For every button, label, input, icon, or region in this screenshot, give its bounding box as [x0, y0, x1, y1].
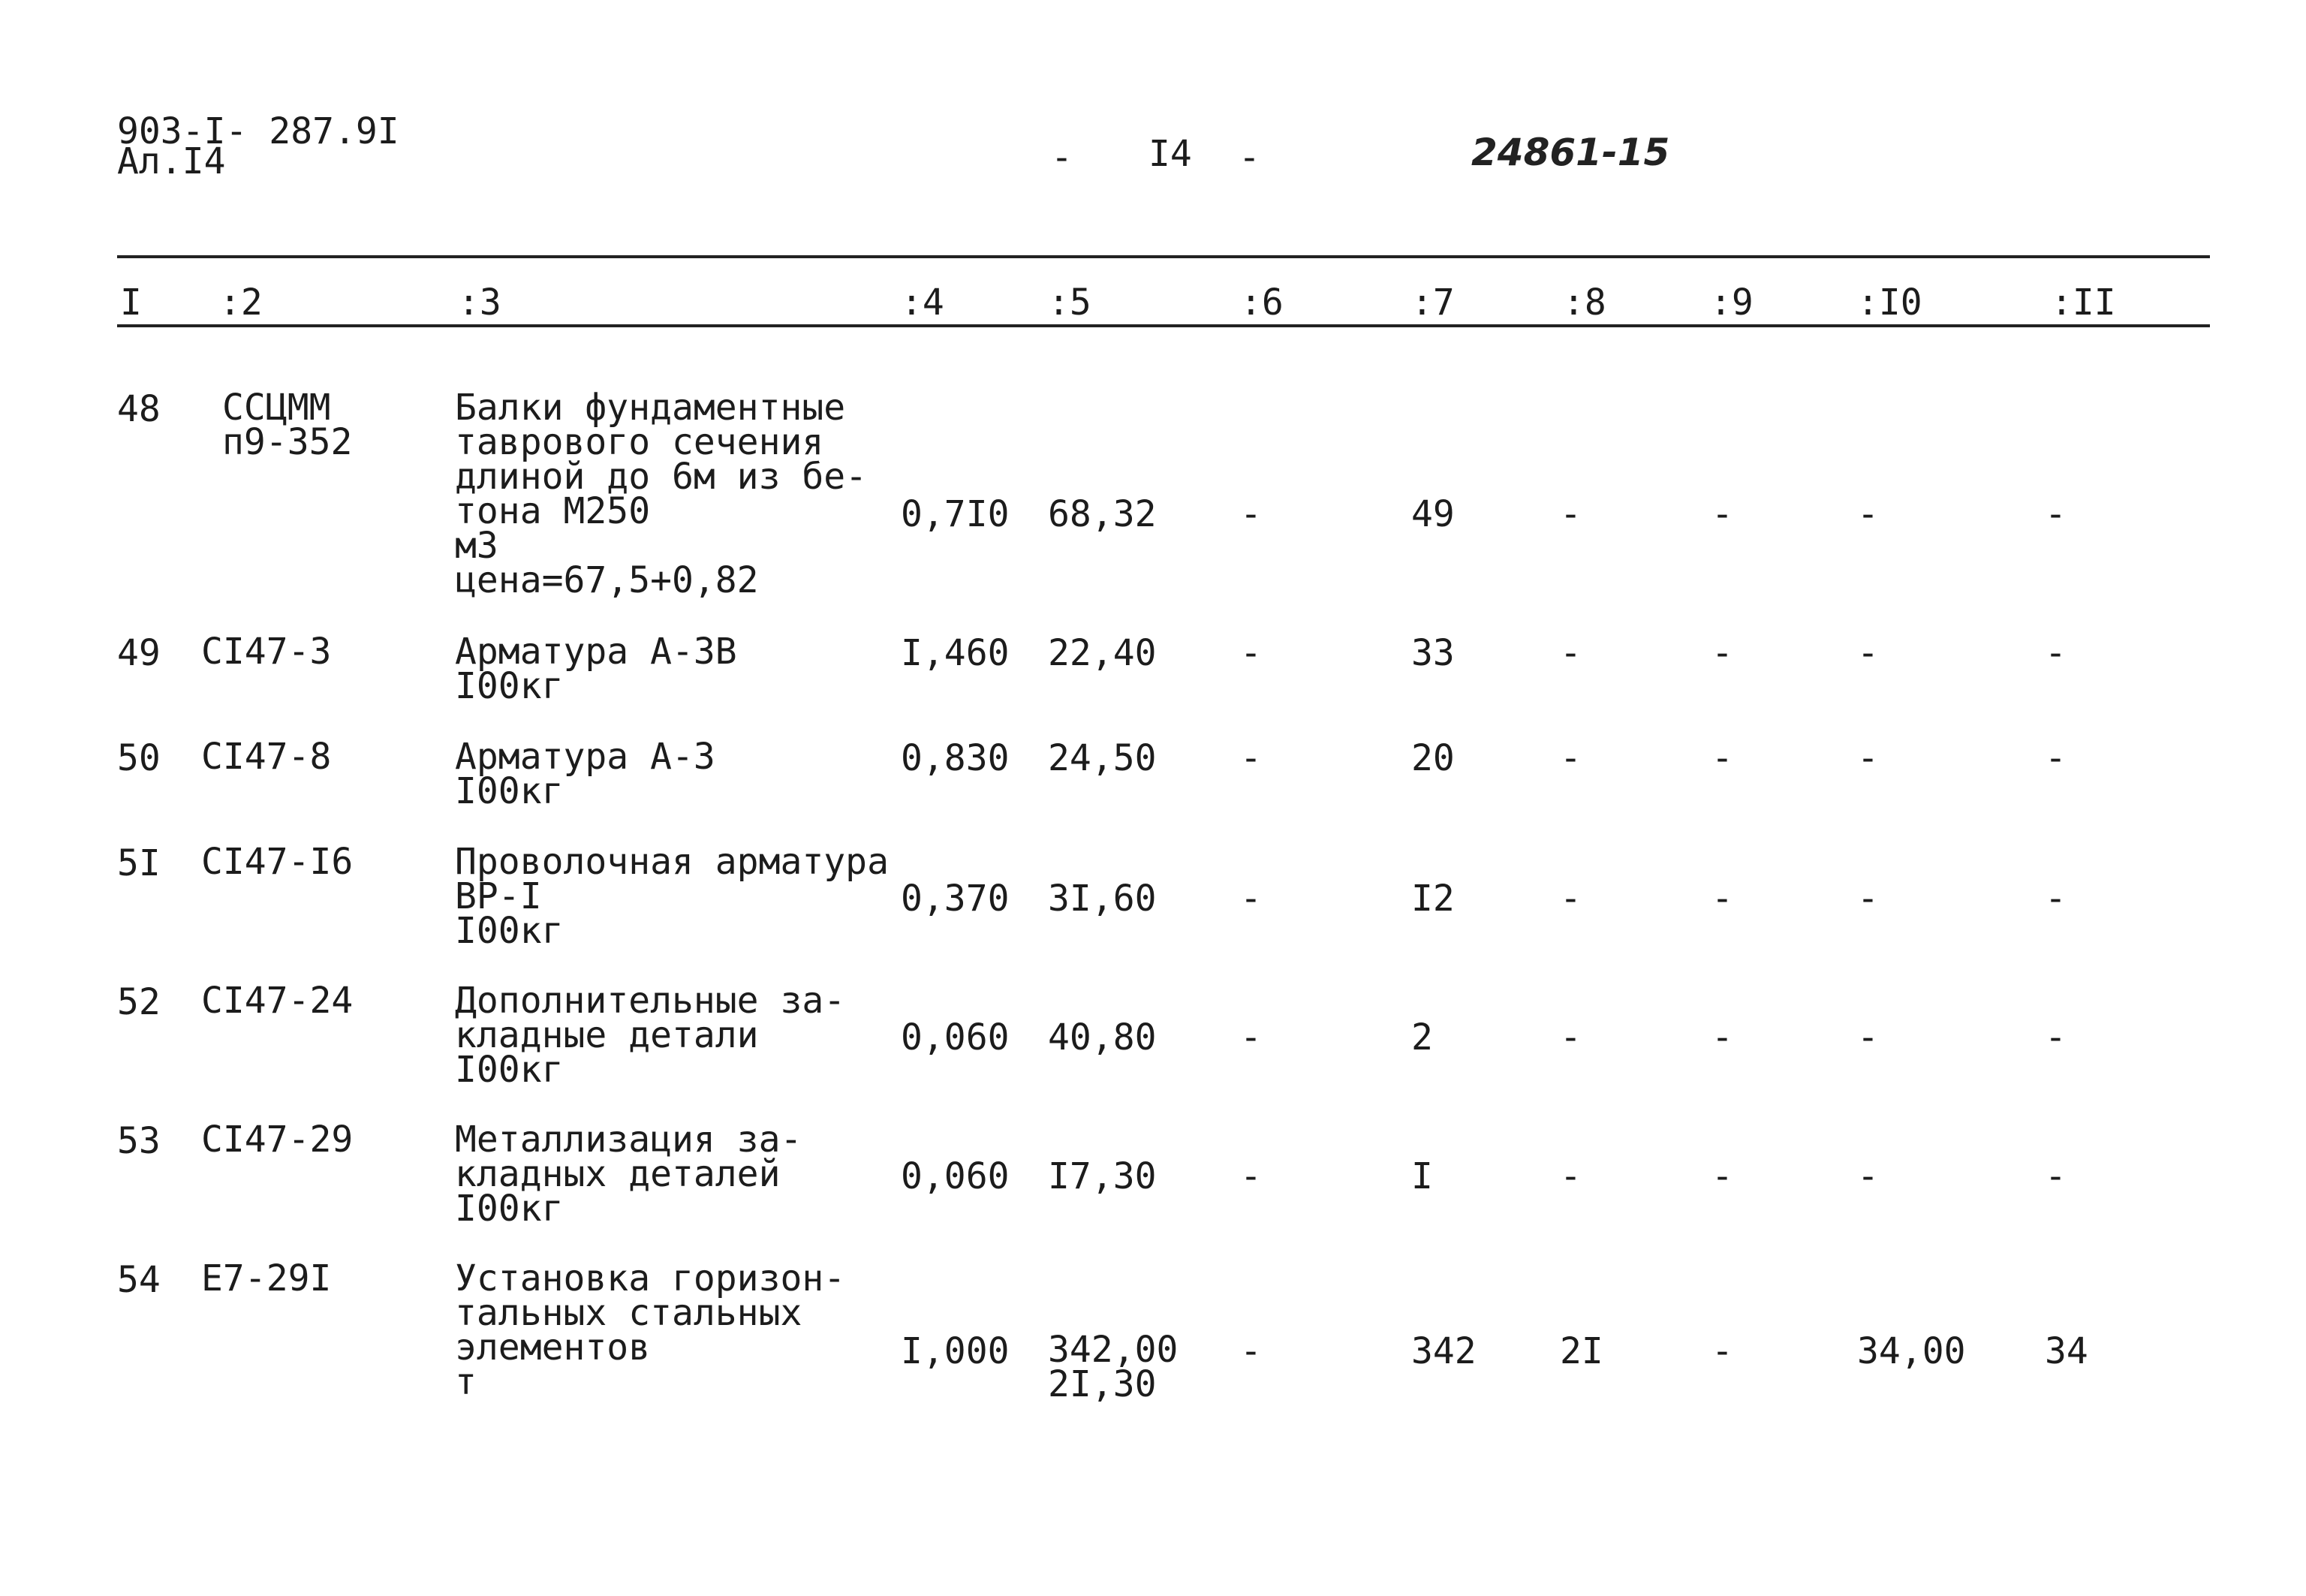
row-number: 5I: [117, 842, 161, 884]
work-description: Арматура А-3В I00кг: [455, 631, 737, 707]
unit-cost: 68,32: [1048, 493, 1157, 535]
column-header: :6: [1240, 282, 1284, 324]
value-col8: -: [1560, 632, 1582, 674]
unit-cost: 24,50: [1048, 737, 1157, 779]
column-header: :9: [1710, 282, 1754, 324]
total-cost: 20: [1411, 737, 1455, 779]
norm-code: ССЦММ п9-352: [222, 387, 353, 463]
unit-cost: I7,30: [1048, 1155, 1157, 1197]
column-header: :II: [2051, 282, 2116, 324]
quantity: 0,060: [901, 1155, 1010, 1197]
work-description: Установка горизон- тальных стальных элементов т: [455, 1257, 846, 1403]
value-col9: -: [1711, 1016, 1733, 1058]
work-description: Дополнительные за- кладные детали I00кг: [455, 980, 846, 1091]
column-header: :7: [1411, 282, 1455, 324]
value-col11: 34: [2045, 1330, 2088, 1372]
quantity: 0,060: [901, 1016, 1010, 1058]
column-header: :5: [1048, 282, 1091, 324]
value-col9: -: [1711, 737, 1733, 779]
quantity: 0,370: [901, 878, 1010, 920]
work-description: Металлизация за- кладных деталей I00кг: [455, 1119, 802, 1230]
page-dash-left: -: [1051, 137, 1073, 179]
value-col11: -: [2045, 632, 2067, 674]
work-description: Проволочная арматура ВР-I I00кг: [455, 841, 889, 952]
row-number: 52: [117, 981, 161, 1023]
header-bottom-rule: [117, 324, 2210, 327]
unit-cost: 3I,60: [1048, 878, 1157, 920]
value-col9: -: [1711, 878, 1733, 920]
value-col10: -: [1857, 878, 1879, 920]
norm-code: CI47-I6: [201, 841, 354, 883]
value-col9: -: [1711, 493, 1733, 535]
column-header: :I0: [1857, 282, 1922, 324]
value-col8: -: [1560, 878, 1582, 920]
value-col6: -: [1240, 878, 1262, 920]
document-code: 903-I- 287.9I: [117, 110, 399, 152]
column-header: :4: [901, 282, 944, 324]
value-col11: -: [2045, 1016, 2067, 1058]
row-number: 50: [117, 737, 161, 779]
norm-code: CI47-3: [201, 631, 332, 673]
row-number: 53: [117, 1120, 161, 1162]
norm-code: CI47-24: [201, 980, 354, 1022]
value-col6: -: [1240, 1016, 1262, 1058]
value-col6: -: [1240, 1330, 1262, 1372]
norm-code: CI47-29: [201, 1119, 354, 1161]
row-number: 54: [117, 1259, 161, 1301]
value-col11: -: [2045, 878, 2067, 920]
row-number: 48: [117, 388, 161, 430]
work-description: Арматура А-3 I00кг: [455, 736, 715, 812]
value-col9: -: [1711, 1155, 1733, 1197]
total-cost: 49: [1411, 493, 1455, 535]
norm-code: Е7-29I: [201, 1257, 332, 1299]
value-col11: -: [2045, 493, 2067, 535]
value-col10: -: [1857, 1016, 1879, 1058]
unit-cost: 22,40: [1048, 632, 1157, 674]
unit-cost: 40,80: [1048, 1016, 1157, 1058]
value-col8: -: [1560, 1016, 1582, 1058]
value-col6: -: [1240, 493, 1262, 535]
column-header: :2: [219, 282, 263, 324]
value-col8: -: [1560, 1155, 1582, 1197]
value-col6: -: [1240, 1155, 1262, 1197]
value-col10: -: [1857, 493, 1879, 535]
column-header: :3: [458, 282, 501, 324]
handwritten-inventory-number: 24861-15: [1471, 131, 1670, 174]
total-cost: 33: [1411, 632, 1455, 674]
header-top-rule: [117, 255, 2210, 258]
sheet-label: Ал.I4: [117, 140, 226, 182]
total-cost: 2: [1411, 1016, 1433, 1058]
value-col10: -: [1857, 632, 1879, 674]
quantity: 0,7I0: [901, 493, 1010, 535]
row-number: 49: [117, 632, 161, 674]
page-number: I4: [1148, 133, 1192, 175]
value-col10: -: [1857, 1155, 1879, 1197]
value-col8: 2I: [1560, 1330, 1603, 1372]
value-col9: -: [1711, 632, 1733, 674]
quantity: 0,830: [901, 737, 1010, 779]
column-header: :8: [1563, 282, 1606, 324]
value-col6: -: [1240, 632, 1262, 674]
value-col10: 34,00: [1857, 1330, 1966, 1372]
page-dash-right: -: [1239, 137, 1260, 179]
value-col8: -: [1560, 737, 1582, 779]
work-description: Балки фундаментные таврового сечения длиной до 6м из бе- тона М250 м3 цена=67,5+0,82: [455, 387, 868, 601]
total-cost: I2: [1411, 878, 1455, 920]
value-col11: -: [2045, 1155, 2067, 1197]
quantity: I,000: [901, 1330, 1010, 1372]
quantity: I,460: [901, 632, 1010, 674]
norm-code: CI47-8: [201, 736, 332, 778]
value-col10: -: [1857, 737, 1879, 779]
column-header: I: [120, 282, 142, 324]
total-cost: 342: [1411, 1330, 1477, 1372]
value-col6: -: [1240, 737, 1262, 779]
value-col11: -: [2045, 737, 2067, 779]
total-cost: I: [1411, 1155, 1433, 1197]
value-col8: -: [1560, 493, 1582, 535]
unit-cost: 342,00 2I,30: [1048, 1329, 1179, 1405]
value-col9: -: [1711, 1330, 1733, 1372]
